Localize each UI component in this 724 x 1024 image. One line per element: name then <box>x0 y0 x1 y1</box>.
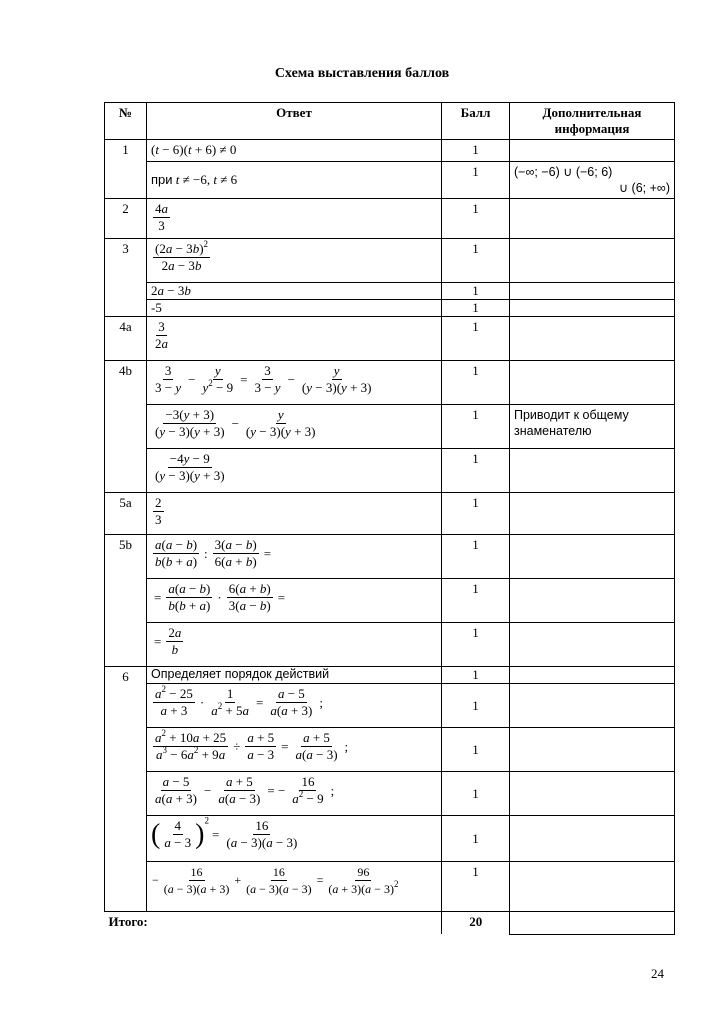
answer-cell: $\frac{3}{2a}$ <box>147 317 442 361</box>
points-cell: 1 <box>442 405 510 449</box>
info-cell <box>510 623 675 667</box>
points-cell: 1 <box>442 361 510 405</box>
task-number: 1 <box>105 140 147 199</box>
info-cell <box>510 140 675 162</box>
points-cell: 1 <box>442 623 510 667</box>
answer-cell: $\frac{(2a - 3b)^2}{2a - 3b}$ <box>147 239 442 283</box>
info-cell <box>510 300 675 317</box>
points-cell: 1 <box>442 162 510 199</box>
table-row <box>105 199 675 239</box>
points-cell: 1 <box>442 140 510 162</box>
page-title: Схема выставления баллов <box>274 66 450 81</box>
header-row <box>105 103 675 140</box>
info-cell <box>510 728 675 772</box>
table-row <box>105 493 675 535</box>
answer-cell: Определяет порядок действий <box>147 667 442 684</box>
table-row <box>105 449 675 493</box>
answer-text: при <box>151 172 173 187</box>
points-cell: 1 <box>442 816 510 862</box>
answer-cell: $\frac{4a}{3}$ <box>147 199 442 239</box>
points-cell: 1 <box>442 317 510 361</box>
page-number: 24 <box>651 966 664 981</box>
info-cell <box>510 535 675 579</box>
header-info: Дополнительная информация <box>510 103 675 140</box>
table-row <box>105 317 675 361</box>
header-num: № <box>105 103 147 140</box>
header-answer: Ответ <box>147 103 442 140</box>
total-points: 20 <box>469 914 483 929</box>
task-number: 6 <box>105 667 147 912</box>
answer-cell: $\frac{a(a - b)}{b(b + a)}$ : $\frac{3(a - b)}{6(a + b)}$ = <box>147 535 442 579</box>
table-row <box>105 623 675 667</box>
table-row <box>105 816 675 862</box>
points-cell: 1 <box>442 772 510 816</box>
info-cell <box>510 449 675 493</box>
answer-cell: $\frac{3}{3 - y}$ − $\frac{y}{y^2 - 9}$ = $\frac{3}{3 - y}$ − $\frac{y}{(y - 3)(y + 3)}$ <box>147 361 442 405</box>
info-cell <box>510 816 675 862</box>
answer-cell: ( $\frac{4}{a - 3}$ )$^2$= $\frac{16}{(a - 3)(a - 3)}$ <box>147 816 442 862</box>
task-number: 4b <box>105 361 147 493</box>
answer-cell: (t − 6)(t + 6) ≠ 0 <box>147 140 442 162</box>
answer-cell: $\frac{a - 5}{a(a + 3)}$ − $\frac{a + 5}{a(a - 3)}$ = − $\frac{16}{a^2 - 9}$ ; <box>147 772 442 816</box>
points-cell: 1 <box>442 728 510 772</box>
table-row <box>105 239 675 283</box>
info-cell <box>510 162 675 199</box>
points-cell: 1 <box>442 199 510 239</box>
table-row <box>105 728 675 772</box>
answer-cell: = $\frac{a(a - b)}{b(b + a)}$ · $\frac{6(a + b)}{3(a - b)}$ = <box>147 579 442 623</box>
task-number: 2 <box>105 199 147 239</box>
points-cell: 1 <box>442 667 510 684</box>
info-cell <box>510 772 675 816</box>
task-number: 3 <box>105 239 147 317</box>
answer-cell: -5 <box>147 300 442 317</box>
info-cell <box>510 579 675 623</box>
points-cell: 1 <box>442 449 510 493</box>
task-number: 4a <box>105 317 147 361</box>
points-cell: 1 <box>442 493 510 535</box>
points-cell: 1 <box>442 579 510 623</box>
info-cell <box>510 239 675 283</box>
info-cell <box>510 199 675 239</box>
points-cell: 1 <box>442 684 510 728</box>
points-cell: 1 <box>442 862 510 912</box>
answer-cell: $\frac{a^2 + 10a + 25}{a^3 - 6a^2 + 9a}$ ÷ $\frac{a + 5}{a - 3}$ = $\frac{a + 5}{a(a - 3)}$ ; <box>147 728 442 772</box>
table-row <box>105 162 675 199</box>
info-cell <box>510 361 675 405</box>
points-cell: 1 <box>442 300 510 317</box>
info-cell <box>510 862 675 912</box>
table-row <box>105 283 675 300</box>
table-row <box>105 579 675 623</box>
total-label: Итого: <box>105 912 442 934</box>
table-row <box>105 772 675 816</box>
answer-cell: при t ≠ −6, t ≠ 6 <box>147 162 442 199</box>
table-row <box>105 405 675 449</box>
info-cell <box>510 667 675 684</box>
interval-line-1: (−∞; −6) ∪ (−6; 6) <box>514 165 613 179</box>
task-number: 5b <box>105 535 147 667</box>
answer-cell: $\frac{-3(y + 3)}{(y - 3)(y + 3)}$ − $\frac{y}{(y - 3)(y + 3)}$ <box>147 405 442 449</box>
info-cell <box>510 912 675 935</box>
table-row <box>105 300 675 317</box>
scoring-table <box>104 102 675 935</box>
answer-cell: $\frac{a^2 - 25}{a + 3}$ · $\frac{1}{a^2 + 5a}$ = $\frac{a - 5}{a(a + 3)}$ ; <box>147 684 442 728</box>
info-cell <box>510 283 675 300</box>
answer-cell: $\frac{2}{3}$ <box>147 493 442 535</box>
interval-line-2: ∪ (6; +∞) <box>618 181 670 195</box>
table-row <box>105 862 675 912</box>
points-cell: 1 <box>442 535 510 579</box>
info-cell <box>510 493 675 535</box>
table-row <box>105 667 675 684</box>
answer-cell: 2a − 3b <box>147 283 442 300</box>
table-row <box>105 140 675 162</box>
points-cell: 1 <box>442 283 510 300</box>
header-points: Балл <box>442 103 510 140</box>
answer-cell: − $\frac{16}{(a - 3)(a + 3)}$ + $\frac{16}{(a - 3)(a - 3)}$ = $\frac{96}{(a + 3)(a - 3)^2}$ <box>147 862 442 912</box>
answer-cell: $\frac{-4y - 9}{(y - 3)(y + 3)}$ <box>147 449 442 493</box>
info-cell <box>510 317 675 361</box>
table-row <box>105 684 675 728</box>
table-row <box>105 361 675 405</box>
table-row <box>105 535 675 579</box>
answer-cell: = $\frac{2a}{b}$ <box>147 623 442 667</box>
info-cell <box>510 684 675 728</box>
points-cell: 1 <box>442 239 510 283</box>
task-number: 5a <box>105 493 147 535</box>
total-row <box>105 912 675 935</box>
info-cell: Приводит к общему знаменателю <box>510 405 675 449</box>
